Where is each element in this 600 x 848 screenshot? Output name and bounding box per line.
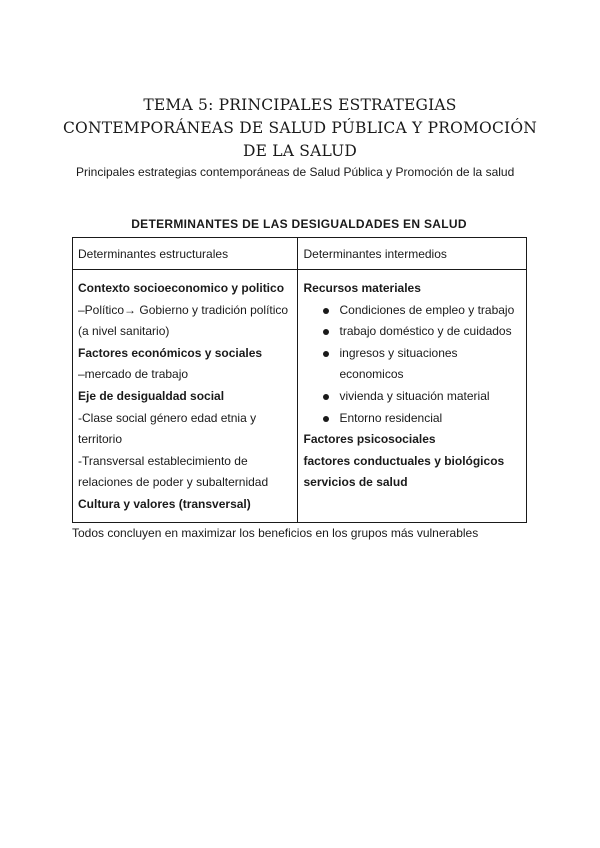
structural-cell: [73, 270, 298, 523]
intermediate-heading: Factores psicosociales: [303, 432, 436, 447]
table-title: DETERMINANTES DE LAS DESIGUALDADES EN SALUD: [131, 217, 467, 231]
list-item: trabajo doméstico y de cuidados: [303, 321, 521, 343]
header-intermediate: Determinantes intermedios: [298, 238, 527, 270]
list-item: Condiciones de empleo y trabajo: [303, 300, 521, 322]
header-structural: Determinantes estructurales: [73, 238, 298, 270]
structural-line: –Político→ Gobierno y tradición político (a nivel sanitario): [78, 302, 289, 339]
list-item: Entorno residencial: [303, 408, 521, 430]
title-line: CONTEMPORÁNEAS DE SALUD PÚBLICA Y PROMOCIÓN: [62, 119, 538, 137]
structural-heading: Cultura y valores (transversal): [78, 496, 251, 511]
structural-heading: Eje de desigualdad social: [78, 388, 225, 403]
structural-line: –mercado de trabajo: [78, 367, 189, 382]
intermediate-cell: [298, 270, 527, 523]
structural-heading: Factores económicos y sociales: [78, 345, 263, 360]
conclusion-text: Todos concluyen en maximizar los beneficios en los grupos más vulnerables: [72, 526, 479, 540]
list-item: ingresos y situaciones economicos: [303, 343, 521, 386]
intermediate-heading: factores conductuales y biológicos: [303, 453, 505, 468]
list-item: vivienda y situación material: [303, 386, 521, 408]
structural-line: -Transversal establecimiento de relaciones de poder y subalternidad: [78, 453, 269, 490]
structural-line: -Clase social género edad etnia y territorio: [78, 410, 257, 447]
table-row: [73, 270, 527, 523]
structural-heading: Contexto socioeconomico y politico: [78, 281, 285, 295]
title-line: DE LA SALUD: [242, 142, 358, 160]
title-line: TEMA 5: PRINCIPALES ESTRATEGIAS: [143, 96, 457, 114]
page-title: [40, 94, 560, 163]
table-header-row: [73, 238, 527, 270]
intermediate-heading: Recursos materiales: [303, 281, 421, 295]
subtitle: Principales estrategias contemporáneas de Salud Pública y Promoción de la salud: [76, 165, 515, 179]
determinants-table: [72, 237, 527, 523]
intermediate-heading: servicios de salud: [303, 475, 408, 490]
intermediate-list: [303, 300, 521, 430]
